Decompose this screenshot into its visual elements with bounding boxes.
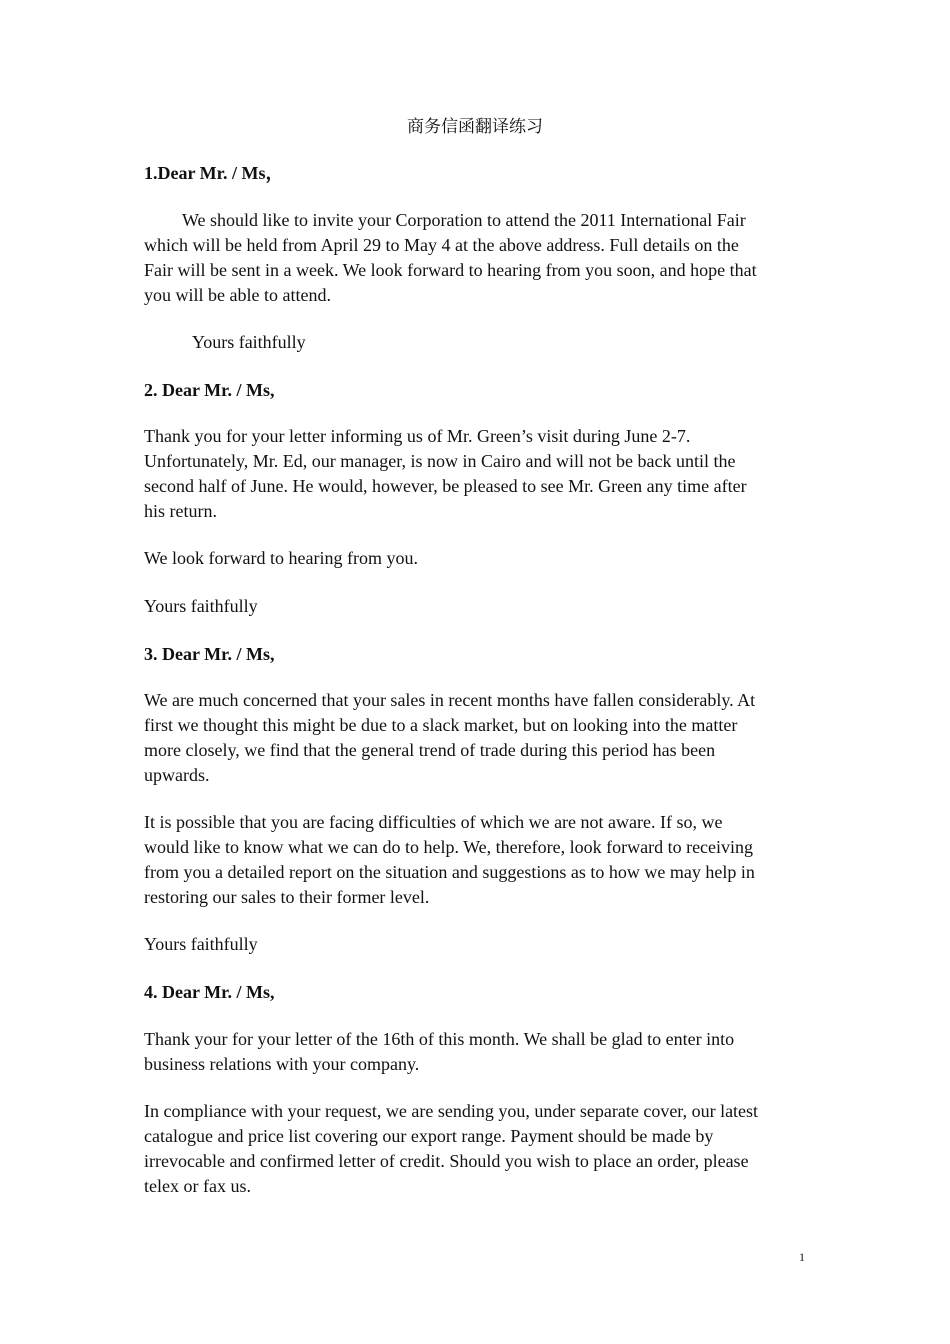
letter-3-body-line: would like to know what we can do to help. We, therefore, look forward to receiving [144,837,754,857]
letter-1-body-line: you will be able to attend. [144,285,331,305]
letter-4-salutation: 4. Dear Mr. / Ms, [144,982,275,1002]
letter-1-salutation: 1.Dear Mr. / Ms， [144,163,284,183]
letter-1-body-line: We should like to invite your Corporation to attend the 2011 International Fair [182,210,746,230]
letter-3-body-line: We are much concerned that your sales in recent months have fallen considerably. At [144,690,756,710]
letter-2-body-line: his return. [144,501,217,521]
letter-3-closing: Yours faithfully [144,934,258,954]
page-number: 1 [799,1250,805,1264]
letter-4-body-line: In compliance with your request, we are sending you, under separate cover, our latest [144,1101,759,1121]
letter-2-body-line: We look forward to hearing from you. [144,548,418,568]
letter-3-salutation: 3. Dear Mr. / Ms, [144,644,275,664]
letter-3-body-line: restoring our sales to their former level. [144,887,430,907]
letter-4-body-line: Thank your for your letter of the 16th of this month. We shall be glad to enter into [144,1029,735,1049]
letter-4-body-line: business relations with your company. [144,1054,420,1074]
letter-3-body-line: first we thought this might be due to a slack market, but on looking into the matter [144,715,738,735]
letter-3-body-line: more closely, we find that the general trend of trade during this period has been [144,740,716,760]
letter-2-body-line: Unfortunately, Mr. Ed, our manager, is now in Cairo and will not be back until the [144,451,736,471]
letter-3-body-line: It is possible that you are facing difficulties of which we are not aware. If so, we [144,812,723,832]
letter-4-body-line: irrevocable and confirmed letter of credit. Should you wish to place an order, please [144,1151,749,1171]
letter-1-body-line: Fair will be sent in a week. We look forward to hearing from you soon, and hope that [144,260,757,280]
letter-1-closing: Yours faithfully [192,332,306,352]
page-title: 商务信函翻译练习 [407,117,543,137]
letter-1-body-line: which will be held from April 29 to May 4 at the above address. Full details on the [144,235,739,255]
letter-2-body-line: Thank you for your letter informing us of Mr. Green’s visit during June 2-7. [144,426,691,446]
letter-2-salutation: 2. Dear Mr. / Ms, [144,380,275,400]
letter-2-body-line: second half of June. He would, however, be pleased to see Mr. Green any time after [144,476,747,496]
letter-3-body-line: upwards. [144,765,210,785]
letter-4-body-line: telex or fax us. [144,1176,251,1196]
letter-2-closing: Yours faithfully [144,596,258,616]
letter-3-body-line: from you a detailed report on the situation and suggestions as to how we may help in [144,862,755,882]
letter-4-body-line: catalogue and price list covering our export range. Payment should be made by [144,1126,714,1146]
